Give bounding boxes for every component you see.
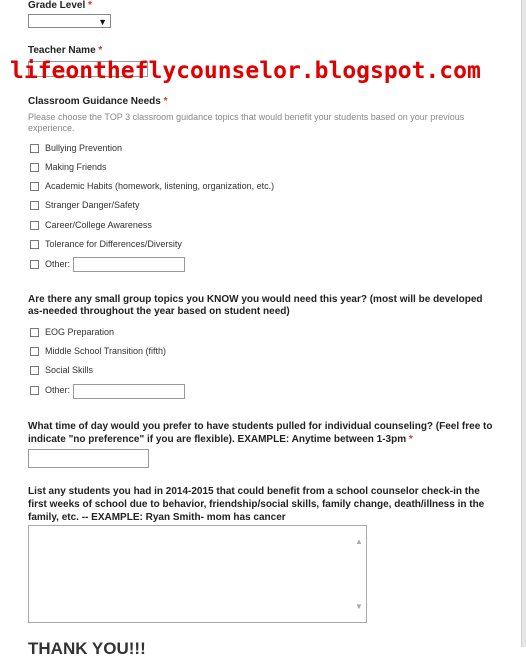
page-edge — [521, 0, 526, 647]
scroll-down-icon[interactable]: ▼ — [355, 602, 363, 611]
blog-watermark: lifeontheflycounselor.blogspot.com — [10, 58, 481, 84]
guidance-label: Classroom Guidance Needs * — [28, 96, 168, 107]
guidance-option[interactable]: Stranger Danger/Safety — [30, 200, 140, 210]
textarea-scrollbar[interactable] — [353, 527, 365, 621]
checkbox[interactable] — [30, 221, 39, 230]
thank-you-heading: THANK YOU!!! — [28, 639, 146, 658]
checkbox[interactable] — [30, 240, 39, 249]
students-label: List any students you had in 2014-2015 that could benefit from a school counselor check-in the first weeks of school due to behavior, friendship/social skills, family change, death/illness in the family, etc. -- EXAMPLE: Ryan Smith- mom has cancer — [28, 486, 485, 523]
small-group-option[interactable]: Middle School Transition (fifth) — [30, 346, 166, 356]
grade-level-select[interactable] — [28, 14, 111, 28]
small-group-label: Are there any small group topics you KNOW you would need this year? (most will be developed as-needed throughout the year based on student need) — [28, 294, 483, 317]
teacher-name-label: Teacher Name * — [28, 45, 103, 56]
small-group-other-input[interactable] — [73, 384, 185, 399]
small-group-option[interactable]: EOG Preparation — [30, 327, 114, 337]
checkbox[interactable] — [30, 144, 39, 153]
guidance-option[interactable]: Academic Habits (homework, listening, organization, etc.) — [30, 181, 274, 191]
checkbox[interactable] — [30, 366, 39, 375]
scroll-up-icon[interactable]: ▲ — [355, 537, 363, 546]
checkbox[interactable] — [30, 201, 39, 210]
checkbox[interactable] — [30, 182, 39, 191]
checkbox[interactable] — [30, 260, 39, 269]
time-of-day-label: What time of day would you prefer to have students pulled for individual counseling? (Feel free to indicate "no preference" if you are flexible). EXAMPLE: Anytime between 1-3pm * — [28, 421, 493, 445]
students-textarea[interactable] — [28, 525, 367, 623]
checkbox[interactable] — [30, 386, 39, 395]
small-group-other-option[interactable]: Other: — [30, 385, 70, 395]
checkbox[interactable] — [30, 347, 39, 356]
time-of-day-input[interactable] — [28, 449, 149, 468]
small-group-option[interactable]: Social Skills — [30, 365, 93, 375]
guidance-option[interactable]: Career/College Awareness — [30, 220, 152, 230]
guidance-help-text: Please choose the TOP 3 classroom guidance topics that would benefit your students based on your previous experience. — [28, 112, 465, 133]
guidance-option[interactable]: Bullying Prevention — [30, 143, 122, 153]
grade-level-label: Grade Level * — [28, 0, 92, 11]
guidance-other-option[interactable]: Other: — [30, 259, 70, 269]
guidance-option[interactable]: Tolerance for Differences/Diversity — [30, 239, 182, 249]
guidance-option[interactable]: Making Friends — [30, 162, 107, 172]
guidance-other-input[interactable] — [73, 257, 185, 272]
checkbox[interactable] — [30, 328, 39, 337]
chevron-down-icon: ▼ — [98, 17, 107, 27]
checkbox[interactable] — [30, 163, 39, 172]
